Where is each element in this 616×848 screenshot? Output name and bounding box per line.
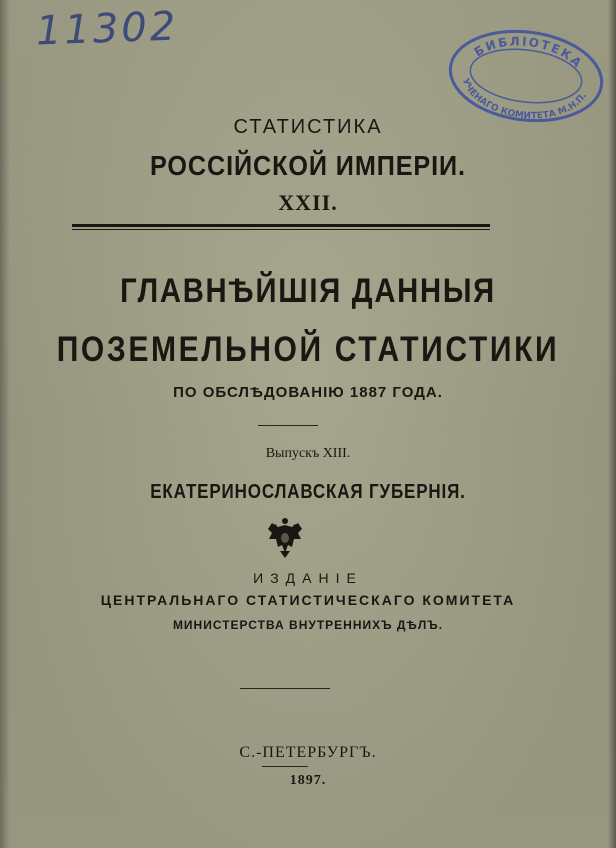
main-title-line1: ГЛАВНѢЙШІЯ ДАННЫЯ [120, 272, 496, 310]
imprint-city: С.-ПЕТЕРБУРГЪ. [239, 744, 377, 761]
emblem [266, 517, 304, 559]
series-title-line1: СТАТИСТИКА [233, 116, 383, 138]
stamp-bottom-text: УЧЕНАГО КОМИТЕТА М.Н.П. [459, 77, 589, 122]
publisher-line2: МИНИСТЕРСТВА ВНУТРЕННИХЪ ДѢЛЪ. [172, 618, 444, 632]
rule-thin [72, 229, 490, 230]
short-divider-3 [262, 766, 308, 767]
province-name: ЕКАТЕРИНОСЛАВСКАЯ ГУБЕРНІЯ. [150, 481, 466, 503]
publisher-line1: ЦЕНТРАЛЬНАГО СТАТИСТИЧЕСКАГО КОМИТЕТА [100, 592, 516, 608]
stamp-top-text: БИБЛІОТЕКА [471, 34, 586, 72]
short-divider-2 [240, 688, 330, 689]
short-divider-1 [258, 425, 318, 426]
series-title-line2: РОССІЙСКОЙ ИМПЕРІИ. [150, 150, 466, 181]
double-rule-divider [72, 224, 490, 230]
issue-number: Выпускъ XIII. [265, 446, 351, 461]
handwritten-inventory-number: 11302 [35, 3, 180, 55]
imprint-year: 1897. [289, 773, 327, 788]
main-title-line2: ПОЗЕМЕЛЬНОЙ СТАТИСТИКИ [56, 330, 560, 369]
double-headed-eagle-icon [266, 517, 304, 559]
rule-thick [72, 224, 490, 227]
series-volume-number: XXII. [278, 190, 338, 215]
edition-label: ИЗДАНІЕ [253, 570, 363, 586]
main-subtitle: ПО ОБСЛѢДОВАНІЮ 1887 ГОДА. [173, 384, 443, 401]
